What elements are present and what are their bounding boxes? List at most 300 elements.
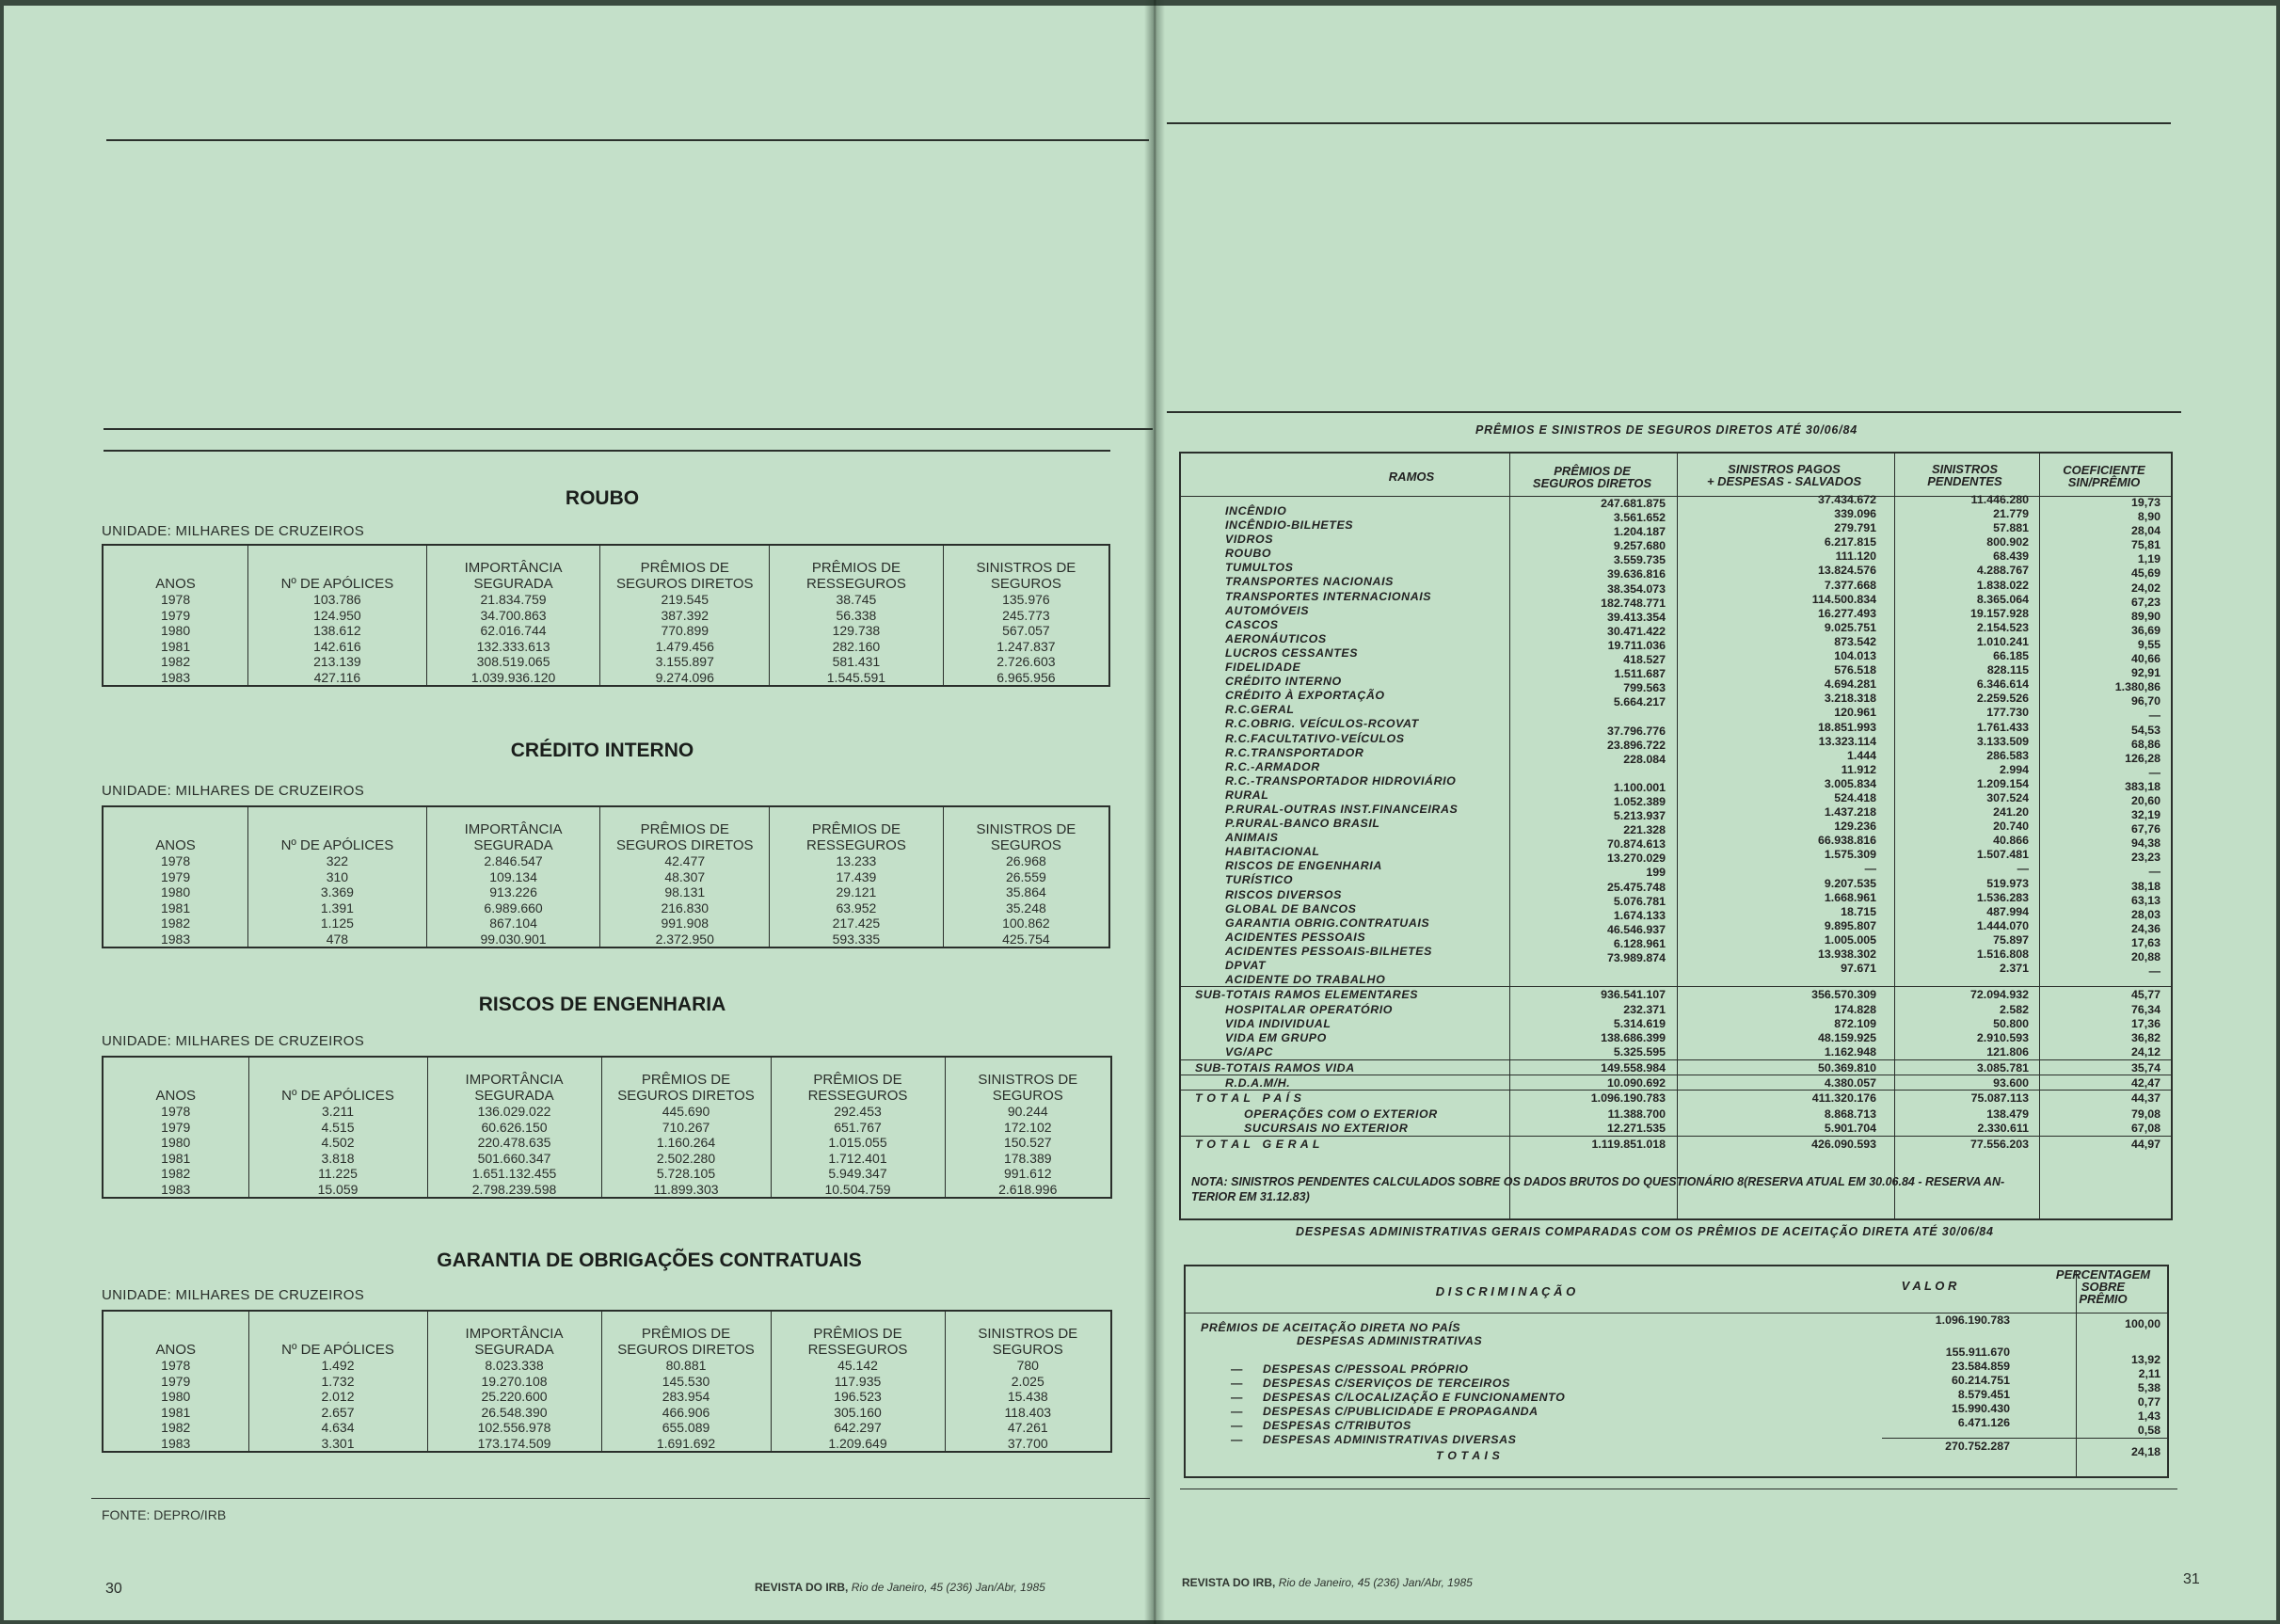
table-cell: 104.013: [1834, 649, 1876, 663]
table-cell: 13.270.029: [1606, 852, 1666, 866]
row-label: SUB-TOTAIS RAMOS VIDA: [1195, 1061, 1355, 1075]
table-cell: 2.582: [1999, 1003, 2029, 1016]
table-cell: 149.558.984: [1601, 1061, 1666, 1075]
table-row: [103, 623, 1109, 639]
table-cell: 2.618.996: [945, 1182, 1111, 1199]
data-table: [102, 1310, 1112, 1453]
table-cell: 1981: [161, 1404, 191, 1420]
table-cell: 5,38: [2137, 1381, 2160, 1394]
table-cell: 5.949.347: [771, 1166, 945, 1182]
table-row: [103, 853, 1109, 869]
table-cell: GARANTIA OBRIG.CONTRATUAIS: [1225, 915, 1430, 930]
table-cell: 1.010.241: [1976, 634, 2029, 648]
table-row: [103, 869, 1109, 885]
table-cell: 241.20: [1993, 805, 2029, 820]
table-cell: 1,43: [2137, 1409, 2160, 1423]
table-cell: 23.896.722: [1606, 738, 1666, 752]
dash: —: [1231, 1405, 1243, 1418]
row-label: T O T A L G E R A L: [1195, 1138, 1321, 1151]
row-label: DESPESAS ADMINISTRATIVAS DIVERSAS: [1263, 1433, 1517, 1446]
table-cell: 213.139: [248, 654, 427, 670]
table-cell: 16.277.493: [1817, 606, 1876, 620]
table-cell: R.C.-ARMADOR: [1225, 759, 1320, 773]
data-table: [102, 544, 1110, 687]
table-cell: 1980: [161, 1135, 191, 1150]
table-cell: 2.154.523: [1976, 620, 2029, 634]
table-cell: 24,36: [2130, 921, 2160, 935]
bottom-rule: [91, 1498, 1150, 1499]
table-cell: 2,11: [2138, 1367, 2160, 1380]
premios-table-title: PRÊMIOS E SINISTROS DE SEGUROS DIRETOS ATÉ 30/06/84: [1475, 423, 1857, 437]
table-cell: 99.030.901: [426, 931, 600, 948]
table-cell: 17,63: [2130, 935, 2160, 949]
table-cell: 710.267: [601, 1120, 771, 1136]
row-label: VIDA INDIVIDUAL: [1225, 1017, 1331, 1030]
table-cell: 76,34: [2130, 1003, 2160, 1016]
top-rule: [106, 139, 1149, 141]
table-cell: 3.005.834: [1824, 776, 1876, 790]
table-cell: 1.005.005: [1824, 932, 1876, 947]
table-cell: 172.102: [945, 1120, 1111, 1136]
table-cell: 60.214.751: [1951, 1374, 2010, 1387]
table-cell: 11.225: [248, 1166, 427, 1182]
table-cell: 23,23: [2130, 851, 2160, 865]
table-cell: 1981: [160, 900, 191, 915]
table-cell: 45,77: [2130, 988, 2160, 1001]
table-cell: 178.389: [945, 1151, 1111, 1167]
table-cell: 26.559: [943, 869, 1109, 885]
table-cell: 124.950: [248, 608, 427, 624]
table-cell: 25.220.600: [427, 1389, 601, 1405]
table-cell: 655.089: [601, 1420, 771, 1436]
row-label: HOSPITALAR OPERATÓRIO: [1225, 1003, 1394, 1016]
column-header: ANOS: [155, 837, 196, 853]
table-cell: 18.715: [1841, 904, 1876, 918]
table-cell: 1.119.851.018: [1591, 1138, 1666, 1151]
table-cell: —: [1864, 862, 1876, 876]
column-header: IMPORTÂNCIA SEGURADA: [427, 1057, 601, 1104]
row-label: R.D.A.M/H.: [1225, 1076, 1291, 1090]
table-cell: TRANSPORTES INTERNACIONAIS: [1225, 589, 1432, 603]
table-cell: 89,90: [2130, 609, 2160, 623]
table-cell: 36,69: [2130, 623, 2160, 637]
table-cell: 21.834.759: [426, 592, 600, 608]
table-cell: 1.160.264: [601, 1135, 771, 1151]
table-cell: 118.403: [945, 1405, 1111, 1421]
table-cell: 1983: [161, 1435, 191, 1451]
table-cell: ANIMAIS: [1225, 831, 1279, 845]
table-cell: 1.391: [248, 900, 427, 916]
table-cell: 270.752.287: [1945, 1440, 2010, 1453]
table-cell: 232.371: [1623, 1003, 1666, 1016]
table-cell: 228.084: [1623, 752, 1666, 766]
table-cell: 1979: [160, 607, 191, 623]
table-cell: 5.213.937: [1613, 809, 1666, 823]
header-percentagem: PERCENTAGEM SOBRE PRÊMIO: [2055, 1267, 2151, 1306]
table-cell: 142.616: [248, 639, 427, 655]
table-cell: 936.541.107: [1601, 988, 1666, 1001]
table-cell: 1.691.692: [601, 1436, 771, 1453]
table-row: [103, 592, 1109, 608]
table-cell: 1982: [160, 654, 191, 669]
column-header: Nº DE APÓLICES: [248, 545, 427, 592]
table-row: [103, 1405, 1111, 1421]
table-cell: 6.128.961: [1613, 936, 1666, 950]
premios-column: [1506, 497, 1666, 979]
table-cell: 220.478.635: [427, 1135, 601, 1151]
source-note: FONTE: DEPRO/IRB: [102, 1507, 227, 1522]
table-cell: 799.563: [1623, 681, 1666, 695]
table-cell: 2.259.526: [1976, 692, 2029, 706]
row-label: SUCURSAIS NO EXTERIOR: [1244, 1122, 1409, 1135]
column-header: ANOS: [155, 1088, 196, 1104]
column-header: Nº DE APÓLICES: [248, 1311, 427, 1358]
table-cell: INCÊNDIO: [1225, 504, 1287, 517]
journal-footer: REVISTA DO IRB, Rio de Janeiro, 45 (236) Jan/Abr, 1985: [1182, 1576, 1473, 1589]
table-cell: 567.057: [943, 623, 1109, 639]
table-title: GARANTIA DE OBRIGAÇÕES CONTRATUAIS: [437, 1250, 862, 1271]
table-cell: 1982: [161, 1166, 191, 1181]
table-cell: 6.989.660: [426, 900, 600, 916]
table-row: [103, 1120, 1111, 1136]
data-table: [102, 1056, 1112, 1199]
table-cell: 45.142: [771, 1358, 945, 1374]
table-cell: 67,23: [2130, 595, 2160, 609]
table-cell: CASCOS: [1225, 617, 1279, 631]
table-cell: 20,88: [2130, 950, 2160, 963]
table-cell: 11.899.303: [601, 1182, 771, 1199]
table-cell: 4.380.057: [1824, 1076, 1876, 1090]
table-cell: R.C.-TRANSPORTADOR HIDROVIÁRIO: [1225, 773, 1457, 788]
table-cell: 35,74: [2130, 1061, 2160, 1075]
table-cell: 828.115: [1986, 663, 2029, 677]
table-cell: 13.233: [770, 853, 944, 869]
table-row: [103, 1151, 1111, 1167]
table-cell: 445.690: [601, 1104, 771, 1120]
table-cell: 129.738: [770, 623, 944, 639]
table-cell: 94,38: [2130, 836, 2160, 851]
table-cell: 307.524: [1986, 790, 2029, 804]
table-cell: 651.767: [771, 1120, 945, 1136]
table-cell: 1978: [161, 1358, 191, 1373]
table-cell: RISCOS DE ENGENHARIA: [1225, 859, 1382, 873]
table-cell: 217.425: [770, 915, 944, 931]
table-cell: 6.217.815: [1824, 535, 1876, 549]
table-cell: 9.274.096: [600, 670, 770, 687]
table-cell: 15.059: [248, 1182, 427, 1199]
column-header: SINISTROS DE SEGUROS: [945, 1311, 1111, 1358]
table-cell: 10.504.759: [771, 1182, 945, 1199]
table-cell: 126,28: [2125, 751, 2160, 765]
table-cell: 3.218.318: [1824, 692, 1876, 706]
table-cell: 0,77: [2137, 1395, 2160, 1409]
table-cell: 411.320.176: [1811, 1091, 1876, 1105]
table-cell: 6.346.614: [1976, 677, 2029, 692]
table-cell: 1.674.133: [1613, 908, 1666, 922]
table-cell: 129.236: [1834, 820, 1876, 834]
table-cell: 29.121: [770, 884, 944, 900]
rule: [104, 428, 1153, 430]
table-cell: 9.895.807: [1824, 918, 1876, 932]
table-cell: 8,90: [2137, 510, 2160, 524]
table-cell: 1.204.187: [1613, 525, 1666, 539]
column-header: Nº DE APÓLICES: [248, 1057, 427, 1104]
table-cell: 487.994: [1986, 904, 2029, 918]
table-cell: 39.413.354: [1606, 610, 1666, 624]
table-cell: 425.754: [943, 931, 1109, 948]
table-cell: 1982: [160, 915, 191, 931]
table-cell: 466.906: [601, 1405, 771, 1421]
table-cell: 4.288.767: [1976, 564, 2029, 578]
table-cell: 1983: [160, 669, 191, 685]
rule: [104, 450, 1110, 452]
table-cell: 4.694.281: [1824, 677, 1876, 692]
table-cell: 48.307: [600, 869, 770, 885]
table-cell: 15.990.430: [1951, 1402, 2010, 1415]
table-cell: 75,81: [2130, 538, 2160, 552]
table-cell: 8.365.064: [1976, 592, 2029, 606]
table-cell: 32,19: [2130, 808, 2160, 822]
column-header: PRÊMIOS DE RESSEGUROS: [771, 1311, 945, 1358]
row-label: DESPESAS C/SERVIÇOS DE TERCEIROS: [1263, 1377, 1510, 1390]
table-cell: CRÉDITO À EXPORTAÇÃO: [1225, 689, 1385, 703]
table-cell: 1980: [160, 884, 191, 900]
table-cell: 60.626.150: [427, 1120, 601, 1136]
table-cell: 581.431: [770, 654, 944, 670]
table-cell: 1983: [161, 1181, 191, 1197]
table-cell: —: [2148, 964, 2160, 979]
table-cell: AERONÁUTICOS: [1225, 631, 1327, 645]
table-cell: 100,00: [2125, 1317, 2160, 1330]
table-cell: 177.730: [1986, 706, 2029, 720]
table-cell: 145.530: [601, 1374, 771, 1390]
column-header: PRÊMIOS DE RESSEGUROS: [770, 545, 944, 592]
table-cell: 9.025.751: [1824, 620, 1876, 634]
column-header: PRÊMIOS DE SEGUROS DIRETOS: [600, 545, 770, 592]
table-cell: 38,18: [2130, 879, 2160, 893]
table-cell: 75.087.113: [1970, 1091, 2029, 1105]
pendentes-column: [1910, 493, 2029, 976]
column-header: PRÊMIOS DE SEGUROS DIRETOS: [601, 1311, 771, 1358]
table-cell: 219.545: [600, 592, 770, 608]
header-rule: [1186, 1313, 2167, 1314]
dash: —: [1231, 1391, 1243, 1404]
table-cell: 1982: [161, 1420, 191, 1435]
table-row: [103, 1182, 1111, 1199]
table-cell: GLOBAL DE BANCOS: [1225, 901, 1357, 915]
table-cell: 13.938.302: [1817, 947, 1876, 961]
column-header: IMPORTÂNCIA SEGURADA: [426, 545, 600, 592]
table-cell: 991.612: [945, 1166, 1111, 1182]
table-cell: TURÍSTICO: [1225, 873, 1294, 887]
header-discriminacao: D I S C R I M I N A Ç Ã O: [1435, 1284, 1576, 1298]
row-label: DESPESAS C/LOCALIZAÇÃO E FUNCIONAMENTO: [1263, 1391, 1566, 1404]
row-label: DESPESAS C/PUBLICIDADE E PROPAGANDA: [1263, 1405, 1539, 1418]
table-cell: 283.954: [601, 1389, 771, 1405]
table-cell: [1506, 767, 1666, 781]
table-cell: DPVAT: [1225, 959, 1267, 972]
table-cell: 1.712.401: [771, 1151, 945, 1167]
top-rule: [1167, 122, 2171, 124]
unit-label: UNIDADE: MILHARES DE CRUZEIROS: [102, 523, 365, 539]
table-cell: 478: [248, 931, 427, 948]
table-cell: 46.546.937: [1606, 922, 1666, 936]
table-note: NOTA: SINISTROS PENDENTES CALCULADOS SOBRE OS DADOS BRUTOS DO QUESTIONÁRIO 8(RESERVA ATUAL EM 30.06.84 - RESERVA AN- TERIOR EM 31.12.83): [1191, 1175, 2005, 1203]
table-cell: 1.162.948: [1824, 1045, 1876, 1059]
table-cell: 98.131: [600, 884, 770, 900]
table-cell: 1.516.808: [1976, 947, 2029, 961]
table-cell: 9,55: [2137, 637, 2160, 651]
table-cell: 245.773: [943, 608, 1109, 624]
table-cell: 1.511.687: [1614, 667, 1666, 681]
table-cell: 3.559.735: [1613, 553, 1666, 567]
table-cell: 173.174.509: [427, 1436, 601, 1453]
table-cell: 1.732: [248, 1374, 427, 1390]
table-cell: 5.076.781: [1613, 894, 1666, 908]
table-cell: 5.325.595: [1613, 1045, 1666, 1059]
table-cell: 383,18: [2125, 779, 2160, 793]
table-cell: 1.052.389: [1613, 794, 1666, 808]
unit-label: UNIDADE: MILHARES DE CRUZEIROS: [102, 1287, 365, 1303]
table-cell: 34.700.863: [426, 608, 600, 624]
table-cell: 36,82: [2130, 1031, 2160, 1044]
table-cell: 5.314.619: [1613, 1017, 1666, 1030]
column-header: PRÊMIOS DE SEGUROS DIRETOS: [600, 806, 770, 853]
table-cell: 75.897: [1993, 932, 2029, 947]
table-cell: 3.561.652: [1613, 511, 1666, 525]
row-rule: [1181, 1136, 2171, 1137]
table-cell: 92,91: [2130, 666, 2160, 680]
unit-label: UNIDADE: MILHARES DE CRUZEIROS: [102, 783, 365, 799]
table-cell: 1.761.433: [1976, 720, 2029, 734]
table-cell: 1981: [160, 638, 191, 654]
table-cell: 20.740: [1993, 820, 2029, 834]
column-header: IMPORTÂNCIA SEGURADA: [426, 806, 600, 853]
table-cell: 1.838.022: [1976, 578, 2029, 592]
table-cell: 68.439: [1993, 549, 2029, 564]
table-cell: 991.908: [600, 915, 770, 931]
table-cell: [1506, 965, 1666, 979]
table-cell: 1.096.190.783: [1590, 1091, 1666, 1105]
table-cell: 3.085.781: [1976, 1061, 2029, 1075]
table-cell: 8.023.338: [427, 1358, 601, 1374]
table-cell: 221.328: [1623, 823, 1666, 837]
table-cell: 12.271.535: [1606, 1122, 1666, 1135]
table-cell: 47.261: [945, 1420, 1111, 1436]
table-cell: 111.120: [1835, 549, 1876, 564]
table-cell: 136.029.022: [427, 1104, 601, 1120]
data-table: [102, 805, 1110, 948]
table-cell: —: [2148, 865, 2160, 879]
table-cell: 1979: [160, 868, 191, 884]
table-cell: 19.270.108: [427, 1374, 601, 1390]
table-cell: 873.542: [1834, 634, 1876, 648]
table-row: [103, 1358, 1111, 1374]
table-cell: 67,08: [2130, 1122, 2160, 1135]
table-cell: 1.479.456: [600, 639, 770, 655]
table-cell: 427.116: [248, 670, 427, 687]
table-cell: 40.866: [1993, 834, 2029, 848]
table-cell: 867.104: [426, 915, 600, 931]
table-cell: 62.016.744: [426, 623, 600, 639]
row-label: DESPESAS C/PESSOAL PRÓPRIO: [1263, 1362, 1469, 1376]
table-cell: 138.479: [1986, 1107, 2029, 1121]
header-coeficiente: COEFICIENTE SIN/PRÊMIO: [2063, 463, 2145, 489]
table-cell: 138.612: [248, 623, 427, 639]
table-row: [103, 1135, 1111, 1151]
table-cell: 593.335: [770, 931, 944, 948]
row-rule: [1181, 1090, 2171, 1091]
table-cell: R.C.TRANSPORTADOR: [1225, 745, 1364, 759]
dash: —: [1231, 1362, 1243, 1376]
table-cell: AUTOMÓVEIS: [1225, 603, 1310, 617]
row-label: OPERAÇÕES COM O EXTERIOR: [1244, 1107, 1438, 1121]
table-cell: 66.938.816: [1817, 834, 1876, 848]
row-label: PRÊMIOS DE ACEITAÇÃO DIRETA NO PAÍS: [1201, 1321, 1461, 1334]
table-cell: 77.556.203: [1969, 1138, 2029, 1151]
table-cell: 2.371: [1999, 962, 2029, 976]
table-cell: 30.471.422: [1606, 624, 1666, 638]
header-valor: V A L O R: [1901, 1279, 1957, 1293]
table-cell: 308.519.065: [426, 654, 600, 670]
table-cell: —: [2148, 765, 2160, 779]
table-cell: 418.527: [1623, 653, 1666, 667]
table-cell: 174.828: [1834, 1003, 1876, 1016]
table-cell: 73.989.874: [1606, 951, 1666, 964]
column-header: Nº DE APÓLICES: [248, 806, 427, 853]
table-cell: 1.125: [248, 915, 427, 931]
table-cell: 1.100.001: [1613, 780, 1666, 794]
table-row: [103, 915, 1109, 931]
table-cell: 426.090.593: [1811, 1138, 1876, 1151]
table-cell: 1.039.936.120: [426, 670, 600, 687]
table-cell: 37.796.776: [1606, 724, 1666, 738]
table-cell: 2.657: [248, 1405, 427, 1421]
table-cell: CRÉDITO INTERNO: [1225, 675, 1342, 689]
row-label: T O T A L P A Í S: [1195, 1091, 1302, 1105]
row-rule: [1882, 1438, 2167, 1439]
table-cell: 10.090.692: [1606, 1076, 1666, 1090]
table-cell: 38.745: [770, 592, 944, 608]
table-cell: 63.952: [770, 900, 944, 916]
table-cell: 97.671: [1841, 962, 1876, 976]
table-cell: 11.446.280: [1970, 493, 2029, 506]
table-cell: 44,97: [2130, 1138, 2160, 1151]
table-cell: LUCROS CESSANTES: [1225, 645, 1359, 660]
column-header: PRÊMIOS DE SEGUROS DIRETOS: [601, 1057, 771, 1104]
ramos-column: [1225, 504, 1458, 987]
table-cell: R.C.GERAL: [1225, 703, 1295, 717]
table-cell: 1.575.309: [1824, 848, 1876, 862]
table-cell: 1.380,86: [2114, 680, 2160, 694]
table-row: [103, 1166, 1111, 1182]
table-cell: TRANSPORTES NACIONAIS: [1225, 575, 1394, 589]
table-cell: 3.155.897: [600, 654, 770, 670]
table-cell: 4.502: [248, 1135, 427, 1151]
table-cell: 26.968: [943, 853, 1109, 869]
table-cell: 79,08: [2130, 1107, 2160, 1121]
pagos-column: [1713, 493, 1876, 976]
table-cell: 37.434.672: [1817, 493, 1876, 506]
coef-column: [2070, 496, 2160, 979]
table-cell: 4.634: [248, 1420, 427, 1436]
table-row: [103, 900, 1109, 916]
header-sinistros-pagos: SINISTROS PAGOS + DESPESAS - SALVADOS: [1706, 462, 1862, 488]
table-cell: 1983: [160, 931, 191, 947]
table-cell: 1979: [161, 1119, 191, 1135]
table-cell: 3.818: [248, 1151, 427, 1167]
table-row: [103, 639, 1109, 655]
